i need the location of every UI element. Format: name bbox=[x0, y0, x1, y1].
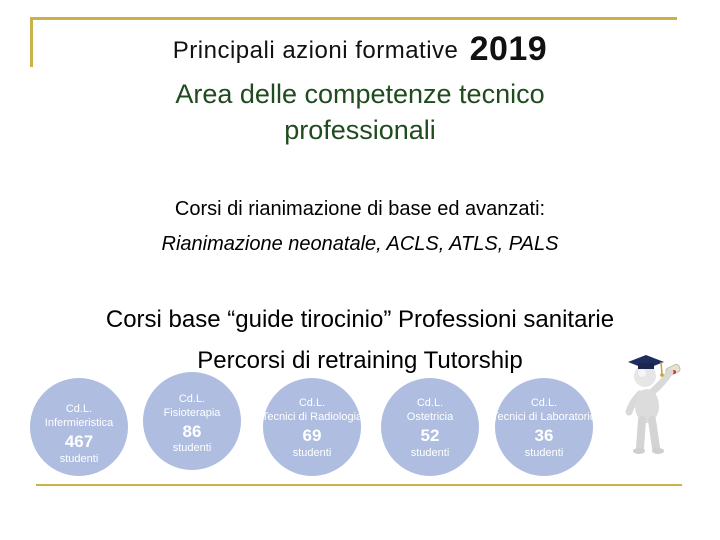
circle-label-2: Fisioterapia bbox=[163, 407, 221, 419]
title-year: 2019 bbox=[469, 30, 548, 68]
circle-tecnici-laboratorio bbox=[492, 378, 596, 476]
retraining-text: Percorsi di retraining Tutorship bbox=[197, 347, 523, 374]
circle-count: 467 bbox=[64, 432, 94, 451]
circle-unit: studenti bbox=[59, 453, 99, 465]
subtitle-line-1: Area delle competenze tecnico bbox=[175, 79, 545, 109]
circle-ostetricia bbox=[381, 378, 479, 476]
frame-top-border bbox=[30, 17, 677, 20]
circle-label-1: Cd.L. bbox=[65, 403, 93, 415]
circle-count: 86 bbox=[182, 422, 202, 441]
circle-unit: studenti bbox=[172, 442, 212, 454]
circle-count: 36 bbox=[534, 426, 554, 445]
circle-unit: studenti bbox=[410, 447, 450, 459]
circle-label-1: Cd.L. bbox=[530, 397, 558, 409]
circle-unit: studenti bbox=[292, 447, 332, 459]
circle-count: 69 bbox=[302, 426, 322, 445]
circle-fisioterapia bbox=[143, 372, 241, 470]
courses-line-1: Corsi di rianimazione di base ed avanzati: bbox=[174, 198, 546, 220]
frame-bottom-border bbox=[36, 484, 682, 486]
circle-label-1: Cd.L. bbox=[298, 397, 326, 409]
graduate-figure-icon bbox=[612, 348, 692, 458]
courses-line-2: Rianimazione neonatale, ACLS, ATLS, PALS bbox=[161, 233, 559, 255]
circle-label-2: Tecnici di Radiologia bbox=[261, 411, 363, 423]
circle-label-1: Cd.L. bbox=[178, 393, 206, 405]
circle-label-2: Infermieristica bbox=[44, 417, 114, 429]
circle-tecnici-radiologia bbox=[263, 378, 361, 476]
circle-label-1: Cd.L. bbox=[416, 397, 444, 409]
base-courses-text: Corsi base “guide tirocinio” Professioni sanitarie bbox=[105, 306, 615, 333]
subtitle-line-2: professionali bbox=[284, 115, 436, 145]
circle-label-2: Ostetricia bbox=[406, 411, 454, 423]
circle-label-2: Tecnici di Laboratorio bbox=[492, 411, 596, 423]
circle-count: 52 bbox=[420, 426, 440, 445]
circle-unit: studenti bbox=[524, 447, 564, 459]
title-text: Principali azioni formative bbox=[172, 37, 459, 64]
page-title bbox=[0, 30, 720, 69]
